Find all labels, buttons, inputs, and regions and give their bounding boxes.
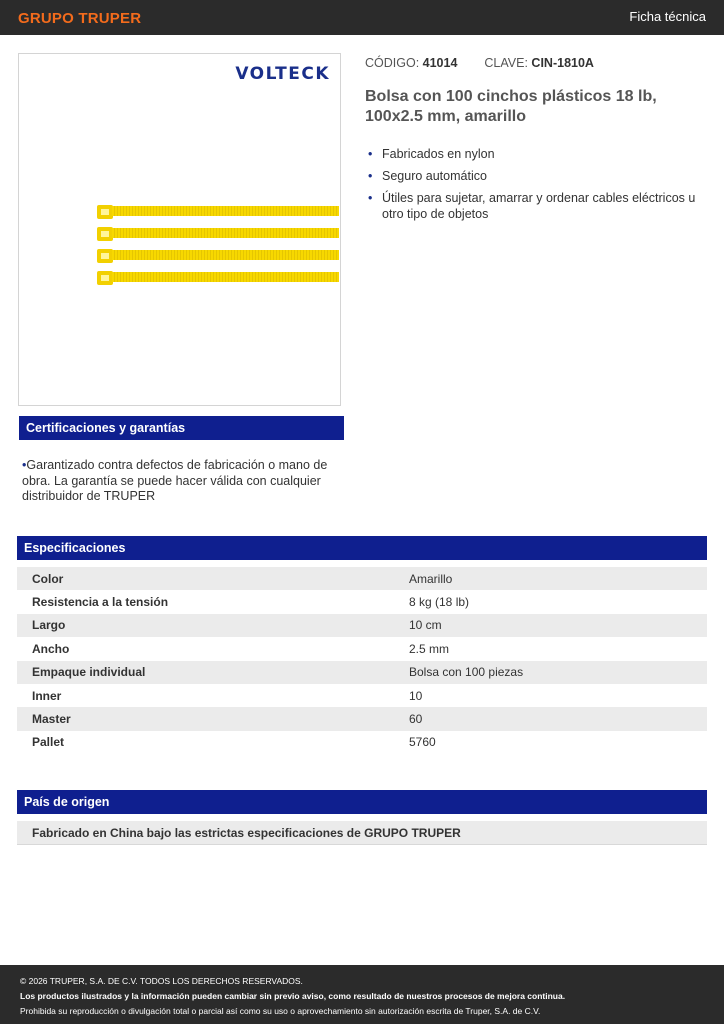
table-row — [17, 567, 707, 590]
code-value: 41014 — [422, 56, 458, 70]
spec-value: 2.5 mm — [409, 641, 450, 656]
spec-value: 5760 — [409, 735, 436, 750]
volteck-logo: VOLTECK — [235, 64, 330, 84]
table-row — [17, 731, 707, 754]
spec-value: 10 cm — [409, 618, 442, 633]
table-row — [17, 707, 707, 730]
feature-list — [368, 146, 708, 228]
spec-table — [17, 567, 707, 754]
spec-label: Largo — [32, 618, 66, 633]
spec-value: 10 — [409, 688, 423, 703]
spec-label: Inner — [32, 688, 62, 703]
spec-label: Pallet — [32, 735, 65, 750]
cable-tie — [97, 227, 339, 241]
spec-label: Empaque individual — [32, 665, 146, 680]
certificaciones-text — [22, 458, 342, 505]
cable-tie — [97, 271, 339, 285]
table-row — [17, 684, 707, 707]
cable-tie — [97, 249, 339, 263]
feature-item: • Útiles para sujetar, amarrar y ordenar cables eléctricos u otro tipo de objetos — [368, 190, 708, 222]
footer — [0, 965, 724, 1024]
doc-type-label: Ficha técnica — [629, 9, 706, 24]
top-bar — [0, 0, 724, 35]
origen-text: Fabricado en China bajo las estrictas especificaciones de GRUPO TRUPER — [17, 821, 707, 845]
bullet: • — [22, 458, 27, 472]
clave-value: CIN-1810A — [531, 56, 594, 70]
spec-value: Bolsa con 100 piezas — [409, 665, 524, 680]
origen-heading: País de origen — [17, 790, 707, 814]
brand-logo[interactable]: GRUPO TRUPER — [18, 10, 142, 27]
footer-notice: Los productos ilustrados y la información pueden cambiar sin previo aviso, como resultado de nuestros procesos de mejora continua. — [20, 991, 566, 1001]
certificaciones-heading: Certificaciones y garantías — [19, 416, 344, 440]
spec-label: Ancho — [32, 641, 70, 656]
footer-legal: Prohibida su reproducción o divulgación total o parcial así como su uso o aprovechamiento sin autorización escrita de Truper, S.A. de C.V. — [20, 1006, 541, 1016]
especificaciones-heading: Especificaciones — [17, 536, 707, 560]
table-row — [17, 590, 707, 613]
spec-label: Color — [32, 571, 64, 586]
product-codes — [365, 56, 594, 70]
warranty-text: Garantizado contra defectos de fabricación o mano de obra. La garantía se puede hacer válida con cualquier distribuidor de TRUPER — [22, 458, 328, 503]
spec-label: Resistencia a la tensión — [32, 595, 169, 610]
table-row — [17, 637, 707, 660]
spec-value: 8 kg (18 lb) — [409, 595, 470, 610]
product-title: Bolsa con 100 cinchos plásticos 18 lb, 100x2.5 mm, amarillo — [365, 88, 657, 125]
table-row — [17, 661, 707, 684]
cable-tie — [97, 205, 339, 219]
spec-value: 60 — [409, 712, 423, 727]
spec-label: Master — [32, 712, 71, 727]
clave-label: CLAVE: — [484, 56, 528, 70]
feature-item: • Fabricados en nylon — [368, 146, 708, 162]
cable-ties-illustration — [19, 54, 342, 407]
spec-value: Amarillo — [409, 571, 453, 586]
table-row — [17, 614, 707, 637]
code-label: CÓDIGO: — [365, 56, 420, 70]
product-image — [18, 53, 341, 406]
feature-item: • Seguro automático — [368, 168, 708, 184]
footer-copyright: © 2026 TRUPER, S.A. DE C.V. TODOS LOS DERECHOS RESERVADOS. — [20, 976, 303, 986]
